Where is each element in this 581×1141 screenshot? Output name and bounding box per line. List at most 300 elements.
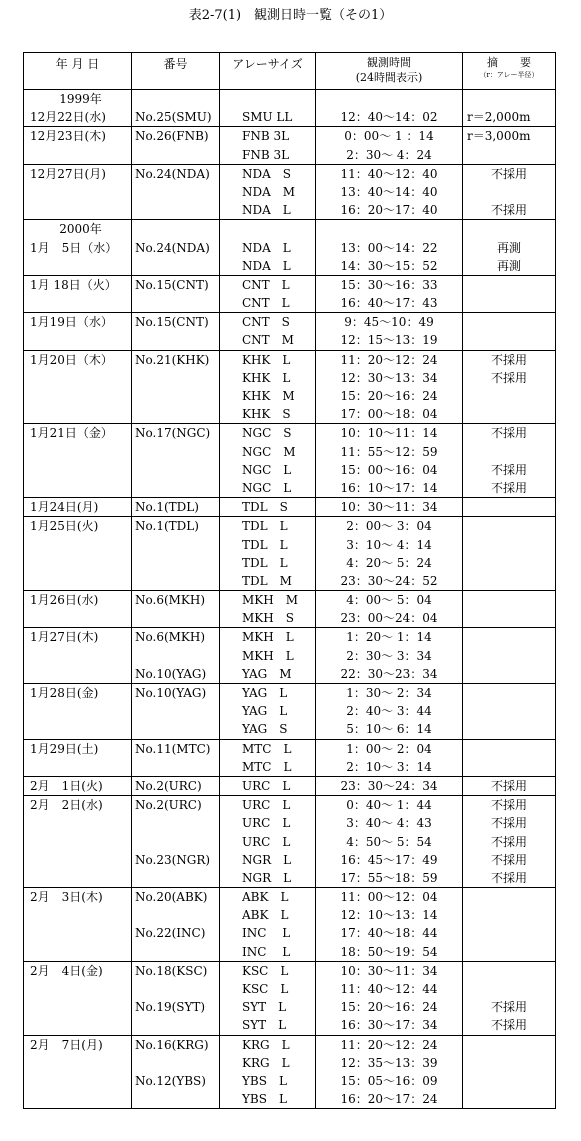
note-line (463, 758, 555, 776)
array-size-cell (220, 275, 316, 312)
date-line (24, 1090, 131, 1108)
date-line (24, 554, 131, 572)
time-cell (316, 275, 463, 312)
array-size-line: CNT L (242, 277, 290, 292)
table-row (24, 424, 556, 498)
number-cell (132, 796, 220, 888)
time-cell (316, 628, 463, 684)
time-line: 23：00～24：04 (340, 611, 438, 626)
header-note: 摘 要 （r：アレー半径） (463, 53, 556, 90)
date-cell (24, 90, 132, 127)
table-row (24, 350, 556, 424)
date-line (24, 998, 131, 1016)
note-cell (463, 220, 556, 276)
note-line (463, 740, 555, 758)
note-line: 不採用 (490, 462, 527, 477)
date-line (24, 257, 131, 275)
array-size-line: YAG S (242, 722, 288, 737)
date-cell (24, 776, 132, 795)
time-line: 11：20～12：24 (340, 1037, 438, 1052)
date-line (24, 294, 131, 312)
date-line: 12月27日(月) (30, 166, 106, 181)
table-row (24, 498, 556, 517)
date-cell (24, 127, 132, 164)
date-cell (24, 684, 132, 740)
number-line: No.25(SMU) (135, 110, 212, 125)
array-size-line: YAG L (242, 686, 288, 700)
date-cell (24, 164, 132, 220)
array-size-line: CNT L (242, 296, 290, 311)
array-size-line: KSC L (242, 982, 289, 996)
array-size-line: MTC L (242, 741, 292, 756)
time-line: 4：50～ 5：54 (346, 834, 432, 849)
number-cell (132, 275, 220, 312)
number-cell (132, 498, 220, 517)
time-cell (316, 888, 463, 962)
array-size-line: URC L (242, 778, 291, 793)
time-cell (316, 684, 463, 740)
date-line: 2月 1日(火) (30, 778, 103, 793)
number-line (132, 1016, 219, 1034)
array-size-cell (220, 684, 316, 740)
array-size-line: SMU LL (242, 110, 293, 125)
time-cell (316, 313, 463, 350)
number-line (132, 331, 219, 349)
note-line: r＝3,000m (467, 129, 531, 144)
note-cell (463, 164, 556, 220)
time-line: 1：20～ 1：14 (346, 630, 432, 645)
table-row (24, 739, 556, 776)
time-line: 15：20～16：24 (340, 1000, 438, 1015)
number-line (132, 980, 219, 998)
date-line (24, 609, 131, 627)
time-line: 11：20～12：24 (340, 352, 438, 367)
time-line: 4：00～ 5：04 (346, 593, 432, 608)
number-line (132, 461, 219, 479)
time-line: 0：00～ 1 ：14 (344, 129, 434, 144)
number-line: No.11(MTC) (135, 741, 211, 756)
date-line: 1月21日（金） (30, 426, 113, 441)
date-cell (24, 739, 132, 776)
table-header-row (24, 53, 556, 90)
note-cell (463, 739, 556, 776)
date-line: 1月 5日（水） (30, 240, 118, 255)
array-size-cell (220, 628, 316, 684)
number-line (132, 183, 219, 201)
note-cell (463, 591, 556, 628)
date-line (24, 479, 131, 497)
date-line (24, 331, 131, 349)
array-size-line: CNT S (242, 315, 290, 330)
array-size-cell (220, 961, 316, 1035)
number-line (132, 146, 219, 164)
number-line (132, 702, 219, 720)
note-cell (463, 424, 556, 498)
time-cell (316, 127, 463, 164)
number-cell (132, 220, 220, 276)
time-line: 10：10～11：14 (340, 426, 438, 441)
note-line (463, 443, 555, 461)
time-line: 2：30～ 3：34 (346, 648, 432, 663)
date-cell (24, 498, 132, 517)
time-line: 11：40～12：44 (340, 982, 438, 996)
time-line: 9：45～10：49 (344, 315, 434, 330)
time-line: 12：35～13：39 (340, 1055, 438, 1070)
array-size-cell (220, 220, 316, 276)
note-line (463, 554, 555, 572)
date-line (24, 1016, 131, 1034)
array-size-line: NGC L (242, 480, 292, 495)
table-body (24, 90, 556, 1109)
number-line (132, 201, 219, 219)
time-line: 4：20～ 5：24 (346, 555, 432, 570)
page-title: 表2-7(1) 観測日時一覧（その1） (188, 8, 393, 23)
number-line: No.1(TDL) (135, 519, 199, 534)
date-cell (24, 591, 132, 628)
date-line: 1月19日（水） (30, 315, 113, 330)
number-line: No.6(MKH) (135, 593, 206, 608)
date-line: 1月27日(木) (30, 630, 99, 645)
date-line (24, 183, 131, 201)
array-size-line: ABK L (242, 890, 289, 905)
number-line (132, 479, 219, 497)
array-size-line: YAG L (242, 704, 288, 719)
date-line (24, 943, 131, 961)
note-line: 不採用 (490, 203, 527, 218)
time-line: 15：00～16：04 (340, 462, 438, 477)
note-line: 不採用 (490, 480, 527, 495)
date-line (24, 702, 131, 720)
number-line: No.21(KHK) (135, 352, 210, 367)
number-cell (132, 1035, 220, 1109)
array-size-cell (220, 164, 316, 220)
number-cell (132, 350, 220, 424)
array-size-line: NGR L (242, 870, 292, 885)
note-line: 再測 (496, 258, 521, 273)
date-line (24, 572, 131, 590)
number-line (132, 833, 219, 851)
number-line: No.1(TDL) (135, 500, 199, 515)
number-line: No.26(FNB) (135, 129, 209, 144)
note-line (463, 1072, 555, 1090)
array-size-line: SYT L (242, 1018, 287, 1033)
time-cell (316, 739, 463, 776)
time-cell (316, 1035, 463, 1109)
date-line: 2月 4日(金) (30, 963, 103, 978)
note-cell (463, 684, 556, 740)
time-line: 16：10～17：14 (340, 480, 438, 495)
time-line: 12：15～13：19 (340, 333, 438, 348)
array-size-line: NGC M (242, 444, 296, 459)
array-size-line: YBS L (242, 1073, 287, 1088)
date-line: 1999年 (59, 92, 102, 106)
time-line: 15：20～16：24 (340, 389, 438, 403)
time-line: 12：40～14：02 (340, 110, 438, 125)
note-line (463, 888, 555, 906)
number-line (132, 220, 219, 238)
note-line: 不採用 (490, 1000, 527, 1015)
array-size-line: NDA L (242, 203, 291, 218)
note-cell (463, 776, 556, 795)
table-row (24, 517, 556, 591)
number-line (132, 443, 219, 461)
date-line (24, 924, 131, 942)
date-line: 1月29日(土) (30, 741, 99, 756)
note-line (463, 517, 555, 535)
number-cell (132, 739, 220, 776)
date-line (24, 720, 131, 738)
number-line: No.20(ABK) (135, 890, 208, 905)
note-line (463, 720, 555, 738)
table-row (24, 220, 556, 276)
date-line (24, 906, 131, 924)
note-line: 不採用 (490, 166, 527, 181)
note-line: 不採用 (490, 798, 527, 813)
note-cell (463, 1035, 556, 1109)
note-line (463, 90, 555, 108)
array-size-cell (220, 1035, 316, 1109)
date-cell (24, 424, 132, 498)
date-line (24, 1054, 131, 1072)
note-line (463, 962, 555, 980)
number-line: No.15(CNT) (135, 277, 209, 292)
time-line: 11：55～12：59 (340, 444, 438, 459)
time-line: 16：40～17：43 (340, 296, 438, 311)
header-date: 年 月 日 (24, 53, 132, 90)
number-cell (132, 424, 220, 498)
number-cell (132, 628, 220, 684)
array-size-line: KHK L (242, 352, 291, 367)
note-cell (463, 517, 556, 591)
array-size-cell (220, 517, 316, 591)
array-size-line: TDL L (242, 555, 288, 570)
array-size-line: MTC L (242, 759, 292, 774)
number-line (132, 814, 219, 832)
time-line: 10：30～11：34 (340, 500, 438, 515)
note-line (463, 647, 555, 665)
array-size-cell (220, 888, 316, 962)
array-size-cell (220, 796, 316, 888)
note-cell (463, 796, 556, 888)
note-line (463, 924, 555, 942)
array-size-line: KHK S (242, 407, 291, 422)
table-row (24, 127, 556, 164)
number-line (132, 90, 219, 108)
time-line (316, 220, 462, 238)
date-line: 1月24日(月) (30, 500, 99, 515)
number-line: No.10(YAG) (135, 686, 207, 700)
date-line (24, 201, 131, 219)
time-cell (316, 424, 463, 498)
number-line (132, 906, 219, 924)
date-line (24, 851, 131, 869)
array-size-line: KRG L (242, 1037, 290, 1052)
note-line (463, 980, 555, 998)
array-size-line: NDA M (242, 184, 296, 199)
note-line (463, 405, 555, 423)
note-line (463, 665, 555, 683)
number-line: No.22(INC) (135, 926, 206, 941)
number-cell (132, 517, 220, 591)
date-cell (24, 313, 132, 350)
time-line: 18：50～19：54 (340, 944, 438, 959)
table-row (24, 628, 556, 684)
note-line: r＝2,000m (467, 110, 531, 125)
time-line: 22：30～23：34 (340, 666, 438, 681)
date-line (24, 387, 131, 405)
time-line: 16：20～17：24 (340, 1092, 438, 1107)
time-line: 17：55～18：59 (340, 870, 438, 885)
time-line: 17：00～18：04 (340, 407, 438, 422)
note-line (463, 220, 555, 238)
note-line (463, 628, 555, 646)
date-line (24, 146, 131, 164)
array-size-line: YAG M (242, 666, 292, 681)
note-line (463, 498, 555, 516)
array-size-line: URC L (242, 816, 291, 831)
time-line: 10：30～11：34 (340, 963, 438, 978)
time-line: 13：40～14：40 (340, 184, 438, 199)
date-line (24, 980, 131, 998)
array-size-line: TDL L (242, 519, 288, 534)
time-line: 5：10～ 6：14 (346, 722, 432, 737)
time-line: 12：30～13：34 (340, 370, 438, 385)
note-line (463, 146, 555, 164)
date-cell (24, 350, 132, 424)
number-line: No.15(CNT) (135, 315, 209, 330)
note-line (463, 183, 555, 201)
note-line: 不採用 (490, 370, 527, 385)
array-size-line: URC L (242, 834, 291, 849)
number-line: No.10(YAG) (135, 666, 207, 681)
time-cell (316, 961, 463, 1035)
array-size-line: INC L (242, 926, 291, 941)
array-size-cell (220, 90, 316, 127)
header-number: 番号 (132, 53, 220, 90)
array-size-line: SYT L (242, 1000, 287, 1015)
time-line: 15：05～16：09 (340, 1073, 438, 1088)
note-line (463, 609, 555, 627)
array-size-cell (220, 739, 316, 776)
note-cell (463, 127, 556, 164)
number-line: No.24(NDA) (135, 240, 210, 255)
note-line (463, 906, 555, 924)
note-cell (463, 498, 556, 517)
time-cell (316, 517, 463, 591)
note-line (463, 943, 555, 961)
number-line (132, 869, 219, 887)
header-array-size: アレーサイズ (220, 53, 316, 90)
date-cell (24, 220, 132, 276)
date-line (24, 814, 131, 832)
date-line: 2000年 (59, 222, 102, 237)
note-line (463, 1036, 555, 1054)
date-line (24, 833, 131, 851)
number-cell (132, 90, 220, 127)
note-line (463, 702, 555, 720)
note-line (463, 684, 555, 702)
note-cell (463, 275, 556, 312)
array-size-line: NDA L (242, 240, 291, 255)
date-line: 1月25日(火) (30, 519, 99, 534)
time-line: 15：30～16：33 (340, 277, 438, 292)
table-row (24, 776, 556, 795)
observation-table (23, 52, 556, 1109)
date-line (24, 665, 131, 683)
array-size-line: NGC S (242, 426, 292, 441)
number-line (132, 536, 219, 554)
array-size-cell (220, 127, 316, 164)
array-size-line: CNT M (242, 333, 294, 348)
time-cell (316, 220, 463, 276)
note-line (463, 387, 555, 405)
note-cell (463, 90, 556, 127)
number-line: No.24(NDA) (135, 166, 210, 181)
note-line: 不採用 (490, 1018, 527, 1033)
array-size-line: NDA S (242, 166, 292, 181)
table-row (24, 275, 556, 312)
time-line: 1：30～ 2：34 (346, 686, 432, 700)
date-line: 1月20日（木） (30, 352, 113, 367)
note-cell (463, 961, 556, 1035)
note-line: 不採用 (490, 778, 527, 793)
number-cell (132, 776, 220, 795)
date-line: 12月23日(木) (30, 129, 106, 144)
time-line: 2：00～ 3：04 (346, 519, 432, 534)
number-line: No.16(KRG) (135, 1037, 209, 1052)
array-size-line: MKH L (242, 630, 294, 645)
number-line (132, 1054, 219, 1072)
date-line (24, 647, 131, 665)
array-size-line: INC L (242, 944, 291, 959)
number-cell (132, 313, 220, 350)
time-line: 23：30～24：34 (340, 778, 438, 793)
number-line: No.2(URC) (135, 778, 202, 793)
date-cell (24, 888, 132, 962)
array-size-line (220, 220, 315, 238)
time-line: 16：45～17：49 (340, 852, 438, 867)
date-line (24, 869, 131, 887)
note-line: 不採用 (490, 352, 527, 367)
note-line: 不採用 (490, 834, 527, 849)
time-line: 23：30～24：52 (340, 573, 438, 588)
array-size-line (220, 90, 315, 108)
array-size-line: NGR L (242, 852, 292, 867)
date-line: 1月 18日（火） (30, 277, 117, 292)
note-line: 再測 (496, 240, 521, 255)
number-line (132, 758, 219, 776)
array-size-cell (220, 350, 316, 424)
note-line: 不採用 (490, 426, 527, 441)
time-line: 1：00～ 2：04 (346, 741, 432, 756)
note-line (463, 276, 555, 294)
number-cell (132, 961, 220, 1035)
time-line: 16：30～17：34 (340, 1018, 438, 1033)
date-cell (24, 628, 132, 684)
note-line (463, 536, 555, 554)
number-line (132, 554, 219, 572)
table-row (24, 796, 556, 888)
array-size-line: FNB 3L (242, 147, 290, 162)
number-line (132, 294, 219, 312)
array-size-cell (220, 424, 316, 498)
time-line: 3：40～ 4：43 (346, 816, 432, 831)
table-row (24, 591, 556, 628)
time-cell (316, 591, 463, 628)
number-line: No.6(MKH) (135, 630, 206, 645)
array-size-line: ABK L (242, 908, 289, 923)
time-cell (316, 498, 463, 517)
